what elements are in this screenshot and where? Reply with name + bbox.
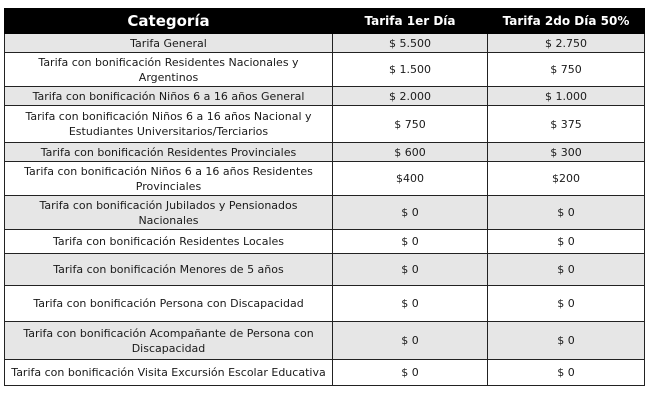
first-day-price-cell: $ 750 xyxy=(333,106,488,143)
second-day-price-cell: $ 0 xyxy=(488,230,645,254)
first-day-price-cell: $ 0 xyxy=(333,322,488,360)
column-header-first-day: Tarifa 1er Día xyxy=(333,9,488,34)
category-cell: Tarifa con bonificación Jubilados y Pensionados Nacionales xyxy=(5,196,333,230)
category-cell: Tarifa con bonificación Niños 6 a 16 años General xyxy=(5,87,333,106)
table-header xyxy=(5,9,645,34)
second-day-price-cell: $ 375 xyxy=(488,106,645,143)
category-cell: Tarifa con bonificación Visita Excursión Escolar Educativa xyxy=(5,360,333,386)
first-day-price-cell: $ 0 xyxy=(333,254,488,286)
second-day-price-cell: $ 0 xyxy=(488,254,645,286)
table-row xyxy=(5,322,645,360)
first-day-price-cell: $ 1.500 xyxy=(333,53,488,87)
table-body xyxy=(5,34,645,386)
table-row xyxy=(5,34,645,53)
tariff-table xyxy=(4,8,645,386)
first-day-price-cell: $ 2.000 xyxy=(333,87,488,106)
second-day-price-cell: $ 0 xyxy=(488,196,645,230)
first-day-price-cell: $ 0 xyxy=(333,196,488,230)
first-day-price-cell: $ 0 xyxy=(333,286,488,322)
category-cell: Tarifa con bonificación Residentes Nacionales y Argentinos xyxy=(5,53,333,87)
category-cell: Tarifa con bonificación Persona con Discapacidad xyxy=(5,286,333,322)
table-row xyxy=(5,162,645,196)
first-day-price-cell: $ 5.500 xyxy=(333,34,488,53)
category-cell: Tarifa con bonificación Residentes Provinciales xyxy=(5,143,333,162)
table-row xyxy=(5,254,645,286)
category-cell: Tarifa General xyxy=(5,34,333,53)
second-day-price-cell: $200 xyxy=(488,162,645,196)
second-day-price-cell: $ 2.750 xyxy=(488,34,645,53)
column-header-second-day: Tarifa 2do Día 50% xyxy=(488,9,645,34)
table-row xyxy=(5,143,645,162)
category-cell: Tarifa con bonificación Menores de 5 años xyxy=(5,254,333,286)
second-day-price-cell: $ 0 xyxy=(488,360,645,386)
table-row xyxy=(5,196,645,230)
first-day-price-cell: $ 600 xyxy=(333,143,488,162)
table-row xyxy=(5,87,645,106)
second-day-price-cell: $ 750 xyxy=(488,53,645,87)
first-day-price-cell: $400 xyxy=(333,162,488,196)
second-day-price-cell: $ 1.000 xyxy=(488,87,645,106)
header-row xyxy=(5,9,645,34)
second-day-price-cell: $ 0 xyxy=(488,286,645,322)
category-cell: Tarifa con bonificación Niños 6 a 16 años Residentes Provinciales xyxy=(5,162,333,196)
tariff-table-container xyxy=(4,8,645,386)
table-row xyxy=(5,286,645,322)
second-day-price-cell: $ 300 xyxy=(488,143,645,162)
first-day-price-cell: $ 0 xyxy=(333,230,488,254)
category-cell: Tarifa con bonificación Acompañante de Persona con Discapacidad xyxy=(5,322,333,360)
table-row xyxy=(5,230,645,254)
table-row xyxy=(5,360,645,386)
table-row xyxy=(5,106,645,143)
table-row xyxy=(5,53,645,87)
category-cell: Tarifa con bonificación Residentes Locales xyxy=(5,230,333,254)
first-day-price-cell: $ 0 xyxy=(333,360,488,386)
category-cell: Tarifa con bonificación Niños 6 a 16 años Nacional y Estudiantes Universitarios/Terciarios xyxy=(5,106,333,143)
column-header-category: Categoría xyxy=(5,9,333,34)
second-day-price-cell: $ 0 xyxy=(488,322,645,360)
